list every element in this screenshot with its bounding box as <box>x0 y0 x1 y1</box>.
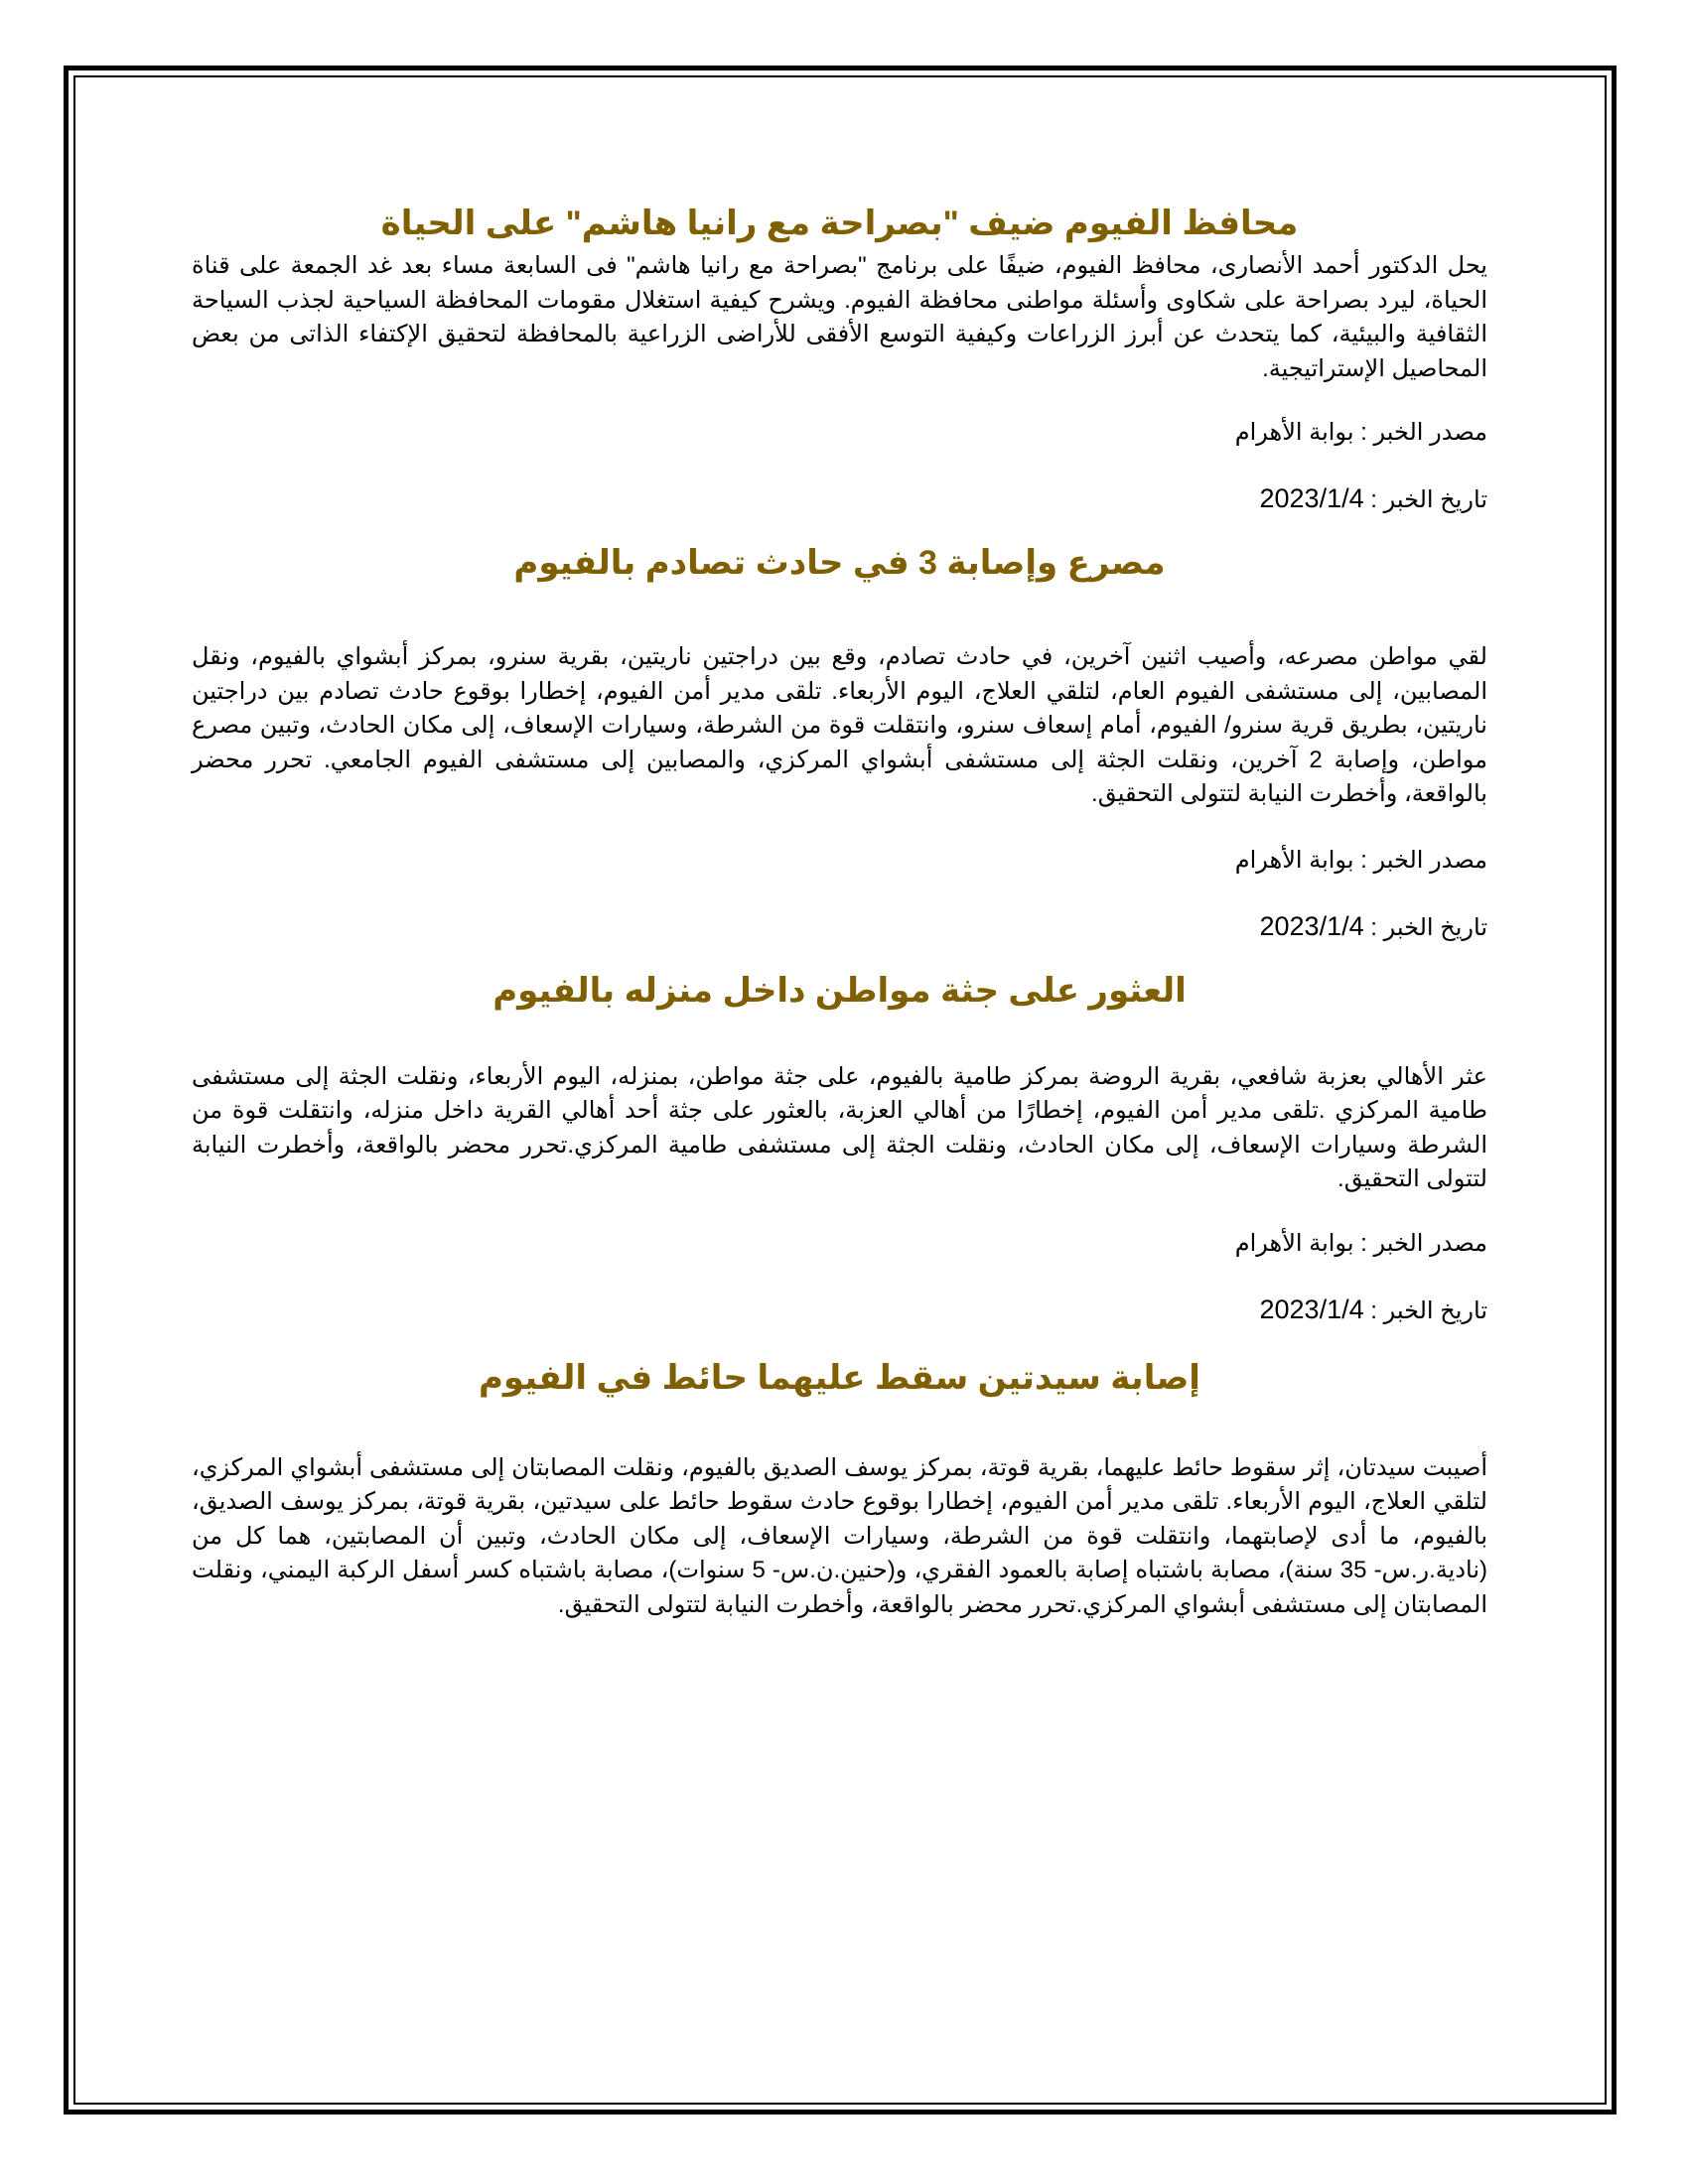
date-value: 2023/1/4 <box>1259 483 1364 513</box>
article-body: أصيبت سيدتان، إثر سقوط حائط عليهما، بقرية قوتة، بمركز يوسف الصديق بالفيوم، ونقلت المصابتان إلى مستشفى أبشواي المركزي، لتلقي العلاج، اليوم الأربعاء. تلقى مدير أمن الفيوم، إخطارا بوقوع حادث سقوط حائط على سيدتين، بقرية قوتة، بمركز يوسف الصديق، بالفيوم، ما أدى لإصابتهما، وانتقلت قوة من الشرطة، وسيارات الإسعاف، إلى مكان الحادث، وتبين أن المصابتين، هما كل من (نادية.ر.س- 35 سنة)، مصابة باشتباه إصابة بالعمود الفقري، و(حنين.ن.س- 5 سنوات)، مصابة باشتباه كسر أسفل الركبة اليمني، ونقلت المصابتان إلى مستشفى أبشواي المركزي.تحرر محضر بالواقعة، وأخطرت النيابة لتتولى التحقيق. <box>192 1453 1487 1618</box>
source-value: بوابة الأهرام <box>1234 1229 1354 1257</box>
article-date <box>192 483 1487 515</box>
article-source <box>192 846 1487 876</box>
news-content <box>192 199 1487 1622</box>
date-value: 2023/1/4 <box>1259 1294 1364 1324</box>
source-value: بوابة الأهرام <box>1234 846 1354 874</box>
article-title: محافظ الفيوم ضيف "بصراحة مع رانيا هاشم" على الحياة <box>380 205 1299 242</box>
article-source <box>192 418 1487 448</box>
source-value: بوابة الأهرام <box>1234 419 1354 446</box>
date-label: تاريخ الخبر : <box>1363 913 1487 941</box>
article-body: يحل الدكتور أحمد الأنصارى، محافظ الفيوم، ضيفًا على برنامج "بصراحة مع رانيا هاشم" فى السابعة مساء بعد غد الجمعة على قناة الحياة، ليرد بصراحة على شكاوى وأسئلة مواطنى محافظة الفيوم. ويشرح كيفية استغلال مقومات المحافظة السياحية لجذب السياحة الثقافية والبيئية، كما يتحدث عن أبرز الزراعات وكيفية التوسع الأفقى للأراضى الزراعية بالمحافظة لتحقيق الإكتفاء الذاتى من بعض المحاصيل الإستراتيجية. <box>192 252 1487 382</box>
article-4 <box>192 1356 1487 1623</box>
date-label: تاريخ الخبر : <box>1363 1297 1487 1324</box>
date-label: تاريخ الخبر : <box>1363 486 1487 513</box>
article-body: عثر الأهالي بعزبة شافعي، بقرية الروضة بمركز طامية بالفيوم، على جثة مواطن، بمنزله، اليوم الأربعاء، ونقلت الجثة إلى مستشفى طامية المركزي .تلقى مدير أمن الفيوم، إخطارًا من أهالي العزبة، بالعثور على جثة أحد أهالي القرية داخل منزله، وانتقلت قوة من الشرطة وسيارات الإسعاف، إلى مكان الحادث، ونقلت الجثة إلى مستشفى طامية المركزي.تحرر محضر بالواقعة، وأخطرت النيابة لتتولى التحقيق. <box>192 1062 1487 1192</box>
article-2 <box>192 541 1487 943</box>
source-label: مصدر الخبر : <box>1353 1229 1487 1257</box>
article-body: لقي مواطن مصرعه، وأصيب اثنين آخرين، في حادث تصادم، وقع بين دراجتين ناريتين، بقرية سنرو، بمركز أبشواي بالفيوم، ونقل المصابين، إلى مستشفى الفيوم العام، لتلقي العلاج، اليوم الأربعاء. تلقى مدير أمن الفيوم، إخطارا بوقوع حادث تصادم بين دراجتين ناريتين، بطريق قرية سنرو/ الفيوم، أمام إسعاف سنرو، وانتقلت قوة من الشرطة، وسيارات الإسعاف، إلى مكان الحادث، وتبين مصرع مواطن، وإصابة 2 آخرين، ونقلت الجثة إلى مستشفى أبشواي المركزي، والمصابين إلى مستشفى الفيوم الجامعي. تحرر محضر بالواقعة، وأخطرت النيابة لتتولى التحقيق. <box>192 643 1487 807</box>
article-source <box>192 1229 1487 1259</box>
source-label: مصدر الخبر : <box>1353 419 1487 446</box>
article-title: إصابة سيدتين سقط عليهما حائط في الفيوم <box>479 1358 1200 1397</box>
date-value: 2023/1/4 <box>1259 910 1364 941</box>
article-1 <box>192 202 1487 515</box>
source-label: مصدر الخبر : <box>1353 846 1487 874</box>
article-date <box>192 911 1487 943</box>
article-title: العثور على جثة مواطن داخل منزله بالفيوم <box>492 971 1187 1010</box>
article-date <box>192 1295 1487 1326</box>
article-3 <box>192 969 1487 1326</box>
article-title: مصرع وإصابة 3 في حادث تصادم بالفيوم <box>513 544 1166 582</box>
